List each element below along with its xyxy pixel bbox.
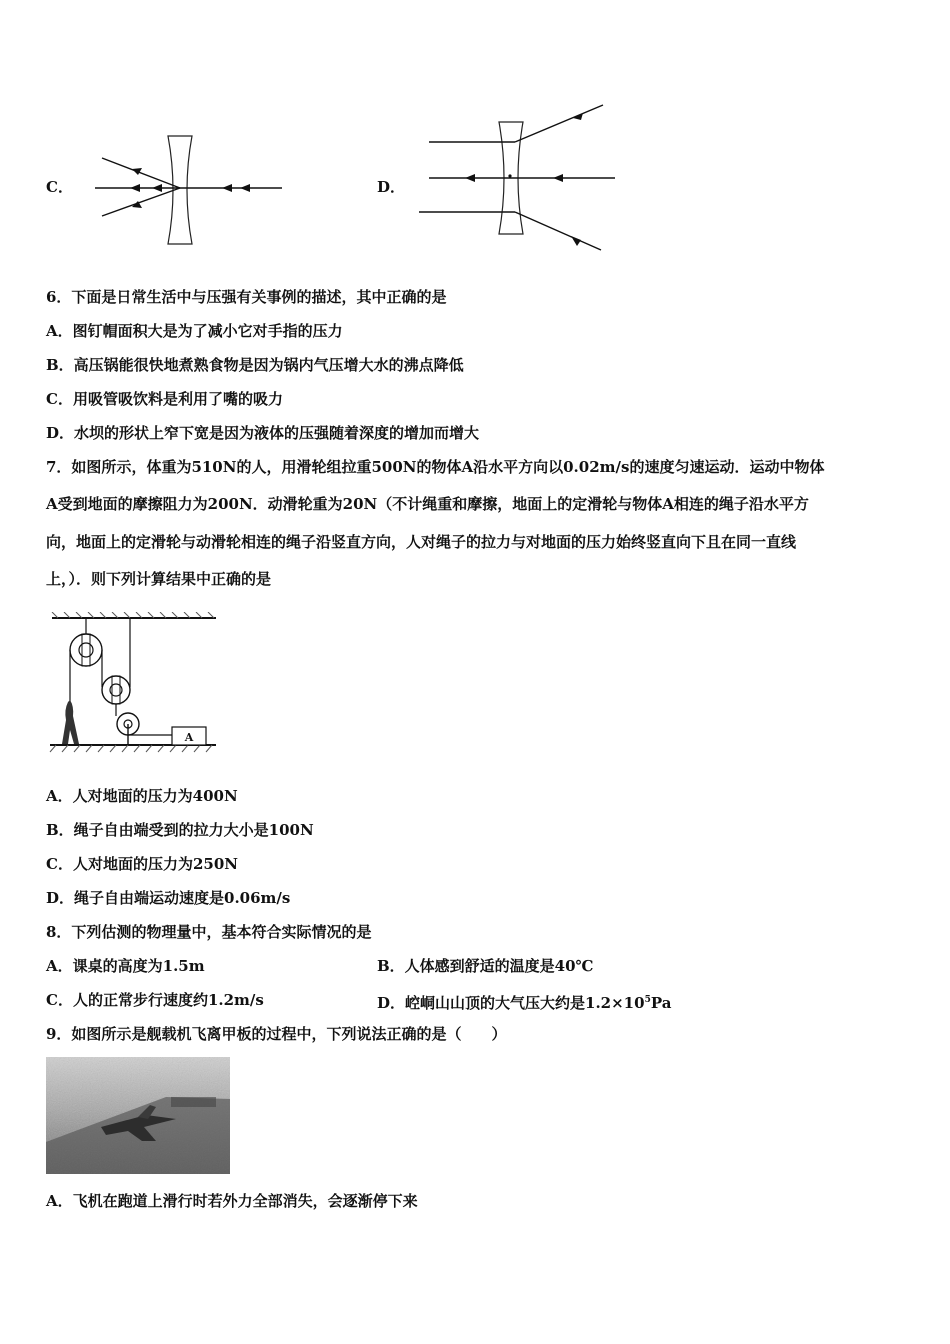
q8-option-d-unit: Pa [650,994,672,1012]
concave-lens-diagram-d [415,100,625,255]
q8-option-b: B．人体感到舒适的温度是40℃ [377,957,594,975]
q8-stem: 8．下列估测的物理量中，基本符合实际情况的是 [46,923,372,941]
q6-option-d: D．水坝的形状上窄下宽是因为液体的压强随着深度的增加而增大 [46,424,480,442]
q7-option-a: A．人对地面的压力为400N [46,787,238,805]
q6-option-c: C．用吸管吸饮料是利用了嘴的吸力 [46,390,283,408]
pulley-system-diagram [48,612,220,760]
q7-stem-line-2: A受到地面的摩擦阻力为200N．动滑轮重为20N（不计绳重和摩擦，地面上的定滑轮与物体A相连的绳子沿水平方 [46,495,809,513]
q7-stem-line-1: 7．如图所示，体重为510N的人，用滑轮组拉重500N的物体A沿水平方向以0.02m/s的速度匀速运动．运动中物体 [46,458,825,476]
q9-stem: 9．如图所示是舰载机飞离甲板的过程中，下列说法正确的是（ ） [46,1025,507,1043]
q7-option-d: D．绳子自由端运动速度是0.06m/s [46,889,291,907]
q6-stem: 6．下面是日常生活中与压强有关事例的描述，其中正确的是 [46,288,447,306]
q7-stem-line-4: 上，）．则下列计算结果中正确的是 [46,570,272,588]
q8-option-d-exponent: 5 [644,995,651,1005]
q5-option-c-label: C． [46,178,73,196]
q6-option-a: A．图钉帽面积大是为了减小它对手指的压力 [46,322,343,340]
q8-option-d-text: D．崆峒山山顶的大气压大约是1.2×10 [377,994,645,1012]
q7-stem-line-3: 向，地面上的定滑轮与动滑轮相连的绳子沿竖直方向，人对绳子的拉力与对地面的压力始终竖直向下且在同一直线 [46,533,797,551]
q8-option-c: C．人的正常步行速度约1.2m/s [46,991,264,1009]
concave-lens-diagram-c [90,130,290,250]
q9-option-a: A．飞机在跑道上滑行时若外力全部消失，会逐渐停下来 [46,1192,418,1210]
q8-option-d [377,990,671,1013]
q8-option-a: A．课桌的高度为1.5m [46,957,205,975]
q6-option-b: B．高压锅能很快地煮熟食物是因为锅内气压增大水的沸点降低 [46,356,464,374]
block-a-label: A [184,731,194,744]
q5-option-d-label: D． [377,178,406,196]
q7-option-b: B．绳子自由端受到的拉力大小是100N [46,821,314,839]
q7-option-c: C．人对地面的压力为250N [46,855,238,873]
carrier-aircraft-photo [46,1057,230,1174]
